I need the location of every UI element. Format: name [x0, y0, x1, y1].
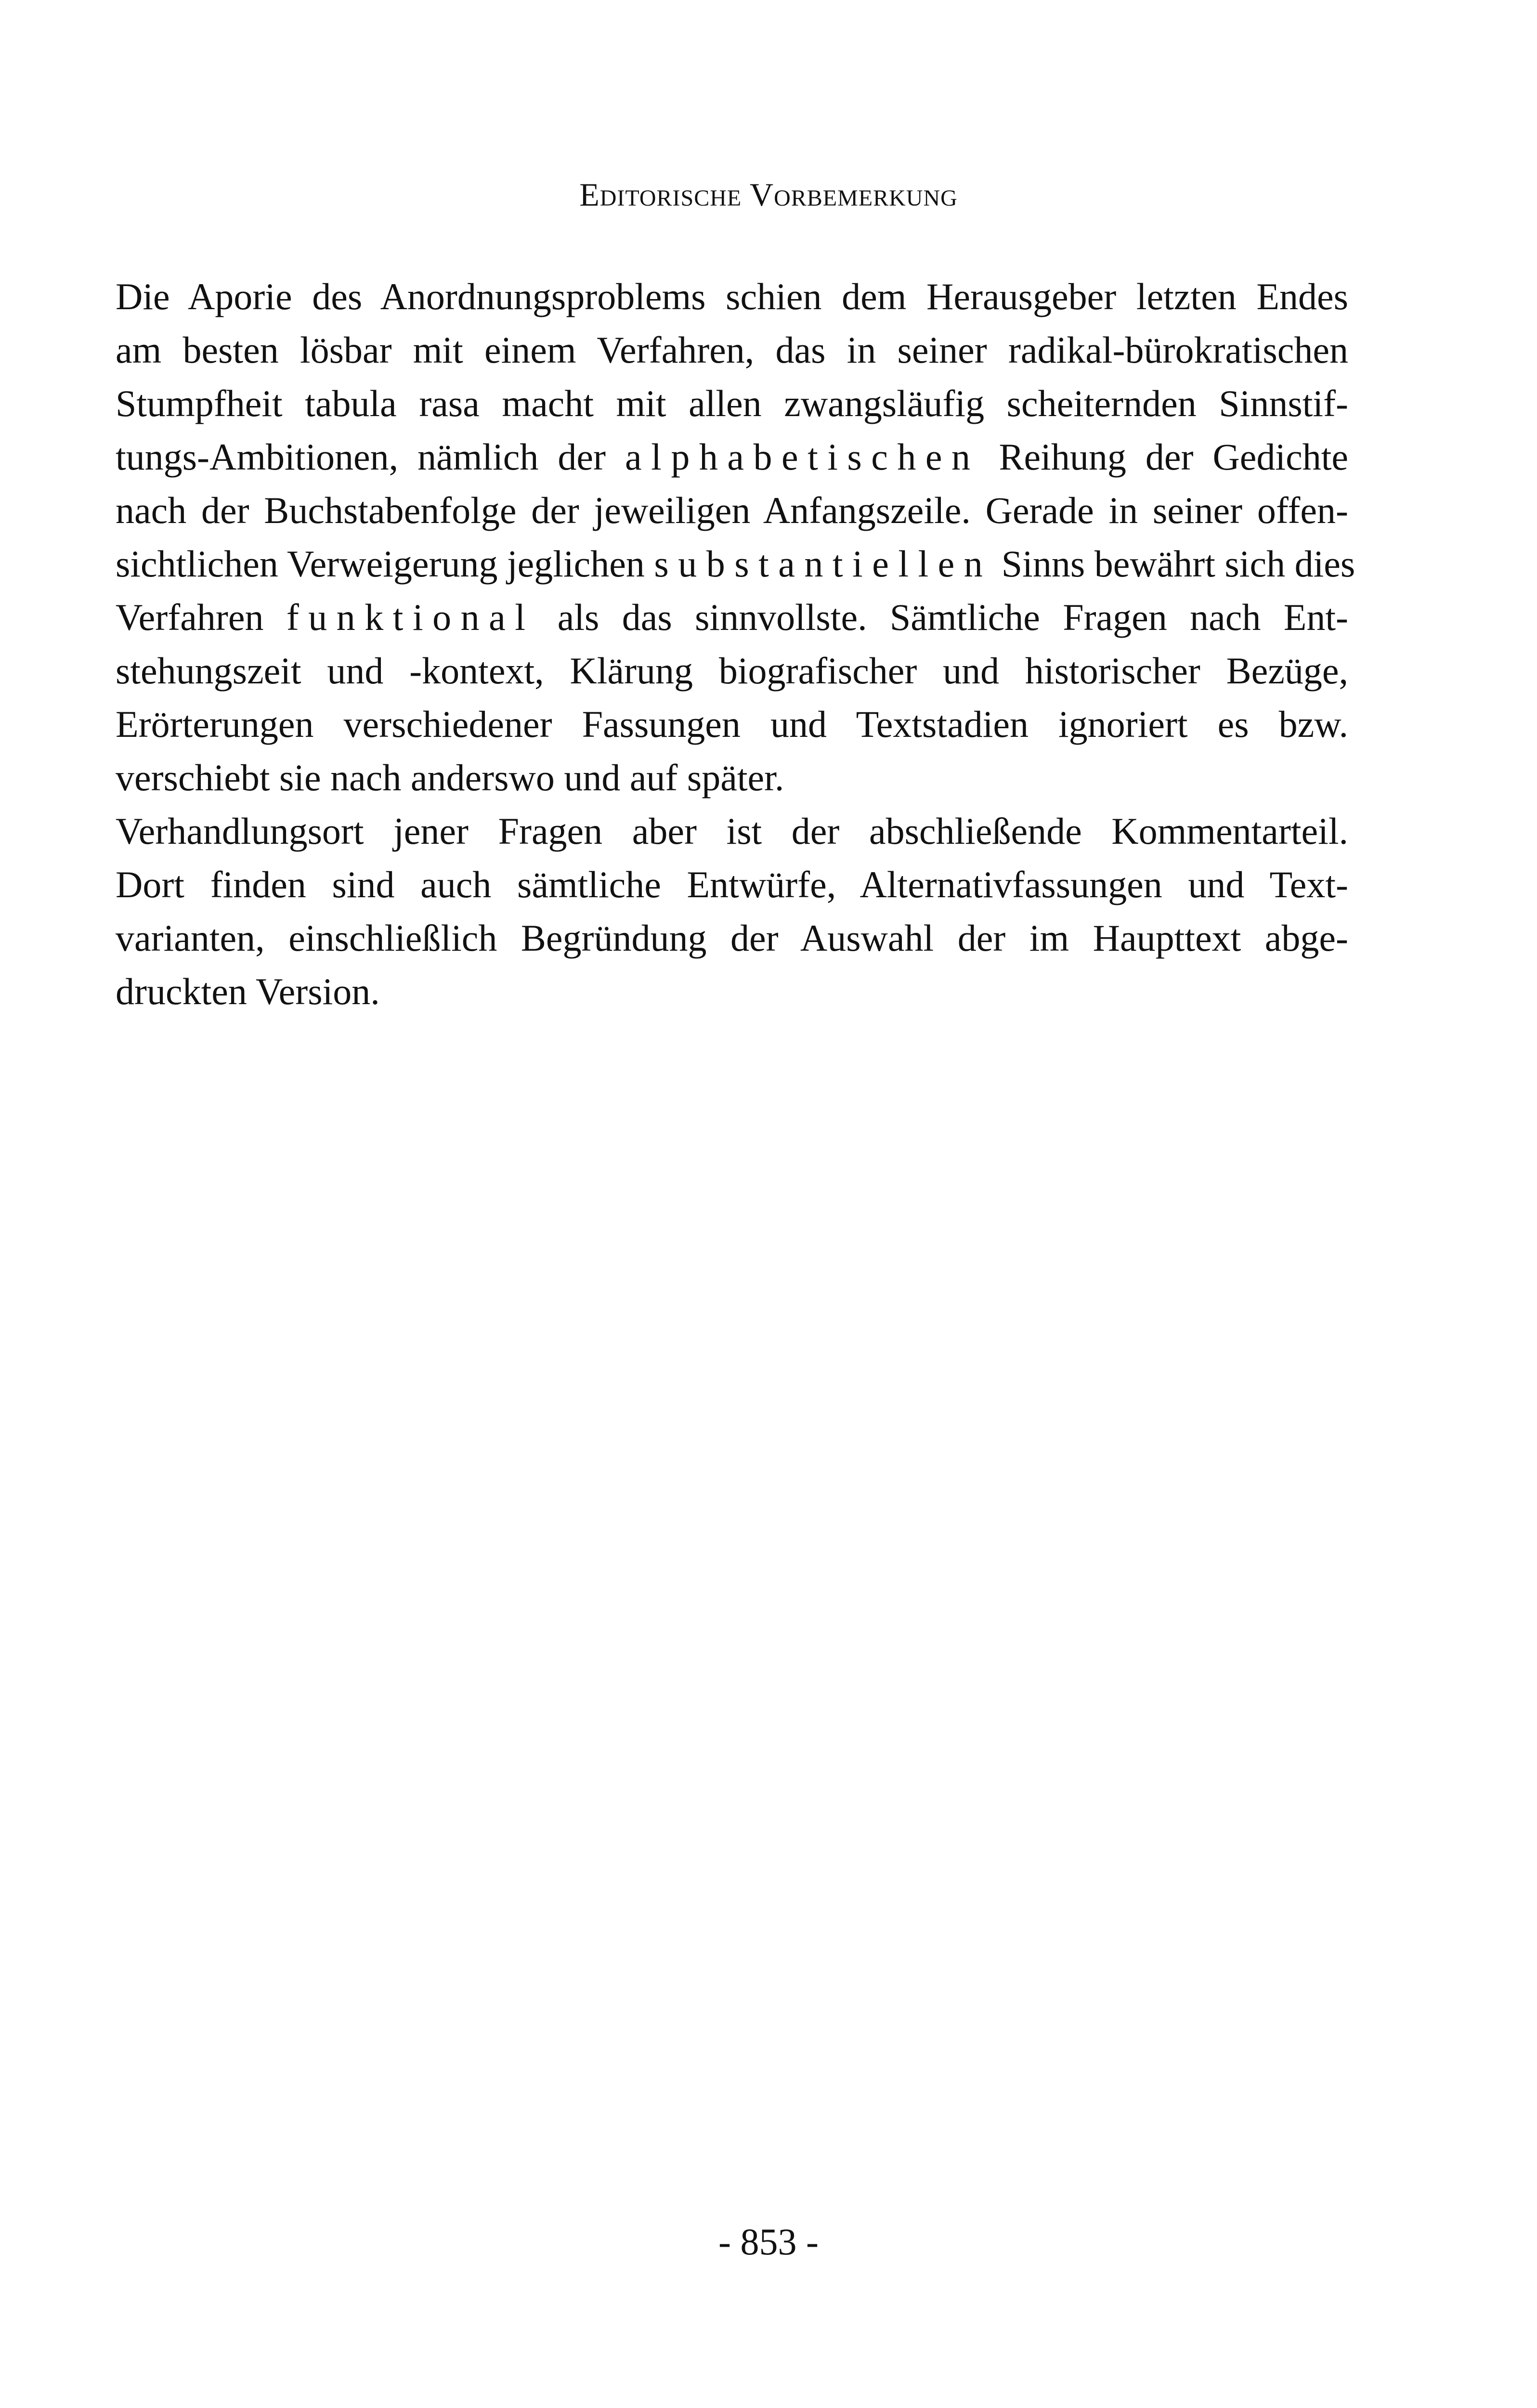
text-line: am besten lösbar mit einem Verfahren, das in seiner radikal-bürokratischen	[116, 329, 1348, 371]
text-segment: Verfahren	[116, 596, 264, 638]
text-line: Verhandlungsort jener Fragen aber ist der abschließende Kommentarteil.	[116, 810, 1348, 852]
text-line: Erörterungen verschiedener Fassungen und Textstadien ignoriert es bzw.	[116, 703, 1348, 745]
text-line: stehungszeit und -kontext, Klärung biografischer und historischer Bezüge,	[116, 650, 1348, 692]
text-line: druckten Version.	[116, 970, 380, 1012]
text-line	[116, 590, 1348, 644]
text-line	[116, 430, 1348, 484]
emphasized-word: funktional	[286, 596, 535, 638]
text-line: Stumpfheit tabula rasa macht mit allen zwangsläufig scheiternden Sinnstif-	[116, 382, 1348, 424]
text-line: Die Aporie des Anordnungsproblems schien dem Herausgeber letzten Endes	[116, 275, 1348, 317]
page-title: Editorische Vorbemerkung	[579, 176, 958, 213]
text-line: Dort finden sind auch sämtliche Entwürfe, Alternativfassungen und Text-	[116, 864, 1348, 905]
paragraph-2	[116, 804, 1348, 1018]
page-number: - 853 -	[718, 2221, 819, 2263]
text-segment: als das sinnvollste. Sämtliche Fragen nach Ent-	[557, 596, 1348, 638]
text-segment: sichtlichen Verweigerung jeglichen	[116, 543, 645, 585]
text-line: nach der Buchstabenfolge der jeweiligen Anfangszeile. Gerade in seiner offen-	[116, 489, 1348, 531]
emphasized-word: substantiellen	[654, 543, 992, 585]
text-line	[116, 537, 1355, 590]
emphasized-word: alphabetischen	[625, 436, 980, 478]
text-segment: tungs-Ambitionen, nämlich der	[116, 436, 606, 478]
text-line: varianten, einschließlich Begründung der Auswahl der im Haupttext abge-	[116, 917, 1348, 959]
text-segment: Sinns bewährt sich dies	[1001, 543, 1355, 585]
text-segment: Reihung der Gedichte	[999, 436, 1348, 478]
paragraph-1	[116, 270, 1355, 804]
text-line: verschiebt sie nach anderswo und auf später.	[116, 757, 784, 798]
body-text	[116, 270, 1355, 1018]
